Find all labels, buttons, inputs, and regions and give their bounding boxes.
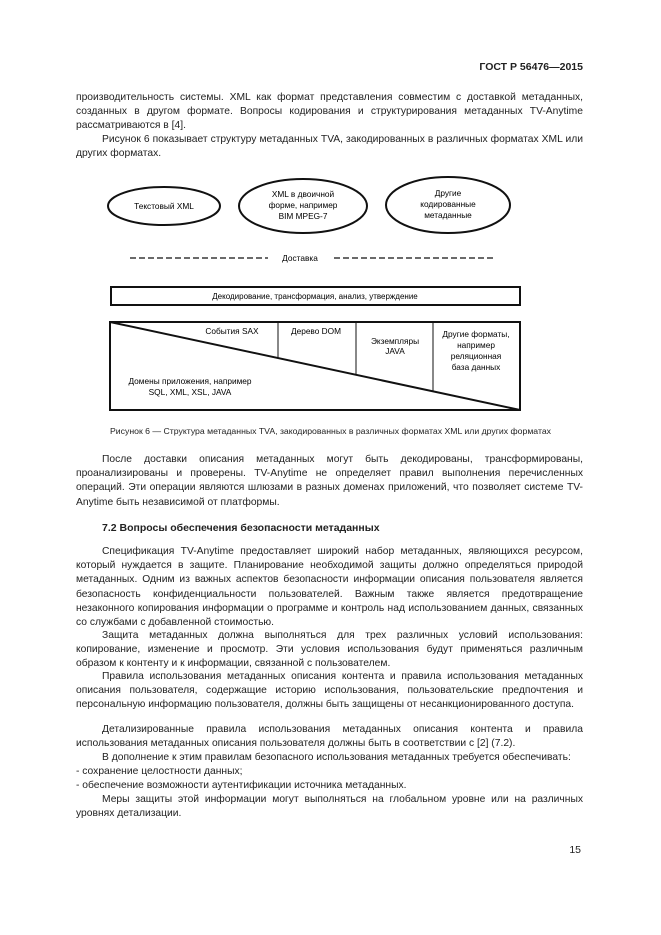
- page-number: 15: [569, 844, 581, 856]
- cell-other-line-4: база данных: [451, 362, 501, 372]
- domains-line-2: SQL, XML, XSL, JAVA: [148, 387, 232, 397]
- oval-text-xml-label: Текстовый XML: [134, 201, 194, 211]
- section-title: 7.2 Вопросы обеспечения безопасности метаданных: [102, 522, 380, 534]
- body-paragraph-7: Детализированные правила использования метаданных описания контента и правила использования метаданных описания пользователя должны быть в соответствии с [2] (7.2).: [76, 724, 583, 750]
- cell-dom: Дерево DOM: [290, 326, 342, 336]
- oval-binary-xml-line-1: XML в двоичной: [271, 189, 335, 199]
- body-paragraph-4: Спецификация TV-Anytime предоставляет широкий набор метаданных, являющихся ресурсом, который нуждается в защите. Планирование необходимой защиты должно определяться природой метаданных. Одним из важных аспектов безопасности информации описания пользователя является безопасность конфиденциальности пользователей. Важным также является предотвращение незаконного копирования информации о программе и контроль над использованием данных, связанных со службами с добавленной стоимостью.: [76, 546, 583, 629]
- cell-java-line-1: Экземпляры: [370, 336, 420, 346]
- intro-paragraph-2: Рисунок 6 показывает структуру метаданных TVA, закодированных в различных форматах XML или других форматах.: [76, 134, 583, 160]
- list-item: - обеспечение возможности аутентификации источника метаданных.: [76, 780, 407, 792]
- domains-line-1: Домены приложения, например: [128, 376, 252, 386]
- body-paragraph-8: В дополнение к этим правилам безопасного использования метаданных требуется обеспечивать:: [102, 752, 571, 763]
- oval-binary-xml-line-3: BIM MPEG-7: [278, 211, 328, 221]
- cell-java-line-2: JAVA: [385, 346, 405, 356]
- cell-sax: События SAX: [205, 326, 259, 336]
- cell-other-line-1: Другие форматы,: [442, 329, 510, 339]
- body-paragraph-6: Правила использования метаданных описания контента и правила использования метаданных описания пользователя, содержащие историю использования, пользовательские предпочтения и персональную информацию пользователя, должны быть защищены от несанкционированного доступа.: [76, 671, 583, 711]
- figure-6-diagram: [0, 0, 661, 420]
- intro-paragraph-1: производительность системы. XML как формат представления совместим с доставкой метаданных, созданных в другом формате. Вопросы кодирования и структурирования метаданных TV-Anytime рассматриваются в [4].: [76, 92, 583, 132]
- requirements-list: [76, 765, 583, 793]
- list-item: - сохранение целостности данных;: [76, 766, 243, 777]
- oval-other-line-1: Другие: [434, 188, 462, 198]
- oval-other-line-3: метаданные: [424, 210, 472, 220]
- body-paragraph-5: Защита метаданных должна выполняться для трех различных условий использования: копирование, изменение и просмотр. Эти условия использования будут применяться различным образом к контенту и к информации, связанной с пользователем.: [76, 630, 583, 670]
- cell-other-line-3: реляционная: [450, 351, 502, 361]
- standard-header: ГОСТ Р 56476—2015: [479, 61, 583, 73]
- delivery-label: Доставка: [282, 253, 318, 263]
- body-paragraph-3: После доставки описания метаданных могут быть декодированы, трансформированы, проанализированы и проверены. TV-Anytime не определяет правил выполнения перечисленных операций. Эти операции являются шлюзами в разных доменах приложений, что позволяет системе TV-Anytime быть независимой от платформы.: [76, 454, 583, 508]
- cell-other-line-2: например: [457, 340, 495, 350]
- oval-other-line-2: кодированные: [420, 199, 476, 209]
- figure-caption: Рисунок 6 — Структура метаданных TVA, закодированных в различных форматах XML или других форматах: [109, 426, 551, 436]
- oval-binary-xml-line-2: форме, например: [268, 200, 338, 210]
- body-paragraph-9: Меры защиты этой информации могут выполняться на глобальном уровне или на различных уровнях детализации.: [76, 794, 583, 820]
- process-box-label: Декодирование, трансформация, анализ, утверждение: [212, 292, 418, 301]
